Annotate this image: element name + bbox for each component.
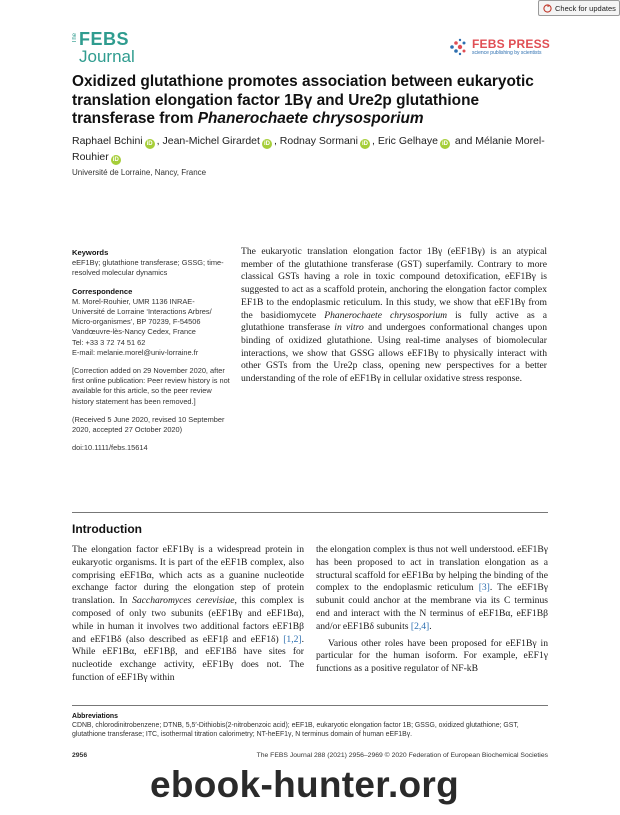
intro-text: The elongation factor eEF1Bγ is a widespread protein in eukaryotic organisms. It is part of the eEF1B complex, also comprising eEF1Bα, which acts as a guanine nucleotide exchange factor during the elongation step of protein translation. In — [72, 544, 304, 607]
intro-column-left — [72, 544, 304, 685]
intro-species: Saccharomyces cerevisiae — [132, 595, 235, 607]
intro-paragraph — [72, 544, 304, 685]
febs-journal-logo — [72, 30, 144, 66]
watermark: ebook-hunter.org — [150, 764, 460, 805]
correspondence-line: Tel: +33 3 72 74 51 62 — [72, 337, 146, 347]
abstract-text: The eukaryotic translation elongation factor 1Bγ (eEF1Bγ) is an atypical member of the glutathione transferase (GST) superfamily. Contrary to more classical GSTs having a role in toxic compound detoxification, eEF1Bγ is suggested to act as a scaffold protein, anchoring the elongation factor complex EF1B to the endoplasmic reticulum. In this study, we show that eEF1Bγ from the basidiomycete — [241, 246, 547, 321]
intro-text: . — [429, 620, 432, 632]
author-name: , Eric Gelhaye — [371, 135, 438, 147]
received-dates: (Received 5 June 2020, revised 10 September 2020, accepted 27 October 2020) — [72, 414, 225, 435]
correspondence-line: M. Morel-Rouhier, UMR 1136 INRAE- — [72, 296, 195, 306]
abbreviations-text: CDNB, chlorodinitrobenzene; DTNB, 5,5′-Dithiobis(2-nitrobenzoic acid); eEF1B, eukaryotic elongation factor 1B; GSSG, oxidized glutathione; GST, glutathione transferase; ITC, isothermal titration calorimetry; NT-heEF1γ, N terminus domain of human eEF1Bγ. — [72, 722, 519, 739]
abbreviations-divider — [72, 705, 548, 706]
doi-link[interactable]: doi:10.1111/febs.15614 — [72, 443, 148, 453]
febs-press-logo — [448, 37, 550, 57]
logo-the: The — [72, 33, 78, 44]
intro-text: , this complex is composed of only two subunits (eEF1Bγ and eEF1Bα), while in human it involves two additional factors eEF1Bβ and eEF1Bδ (also described as eEF1β and eEF1δ) — [72, 595, 304, 645]
author-list — [72, 133, 552, 165]
intro-paragraph: Various other roles have been proposed for eEF1Bγ in particular for the human isoform. For example, eEF1γ functions as a positive regulator of NF-kB — [316, 637, 548, 675]
correspondence-line: Vandœuvre-lès-Nancy Cedex, France — [72, 327, 196, 337]
intro-text: . The eEF1Bγ subunit could anchor at the membrane via its C terminus end and interact with the N terminus of eEF1Bα, eEF1Bβ and/or eEF1Bδ subunits — [316, 582, 548, 632]
keywords-heading: Keywords — [72, 248, 109, 257]
intro-paragraph — [316, 544, 548, 634]
orcid-icon[interactable]: iD — [263, 141, 270, 147]
check-for-updates-button[interactable] — [538, 0, 620, 16]
author-name: Raphael Bchini — [72, 135, 143, 147]
affiliation: Université de Lorraine, Nancy, France — [72, 168, 207, 177]
section-divider — [72, 512, 548, 513]
correspondence-heading: Correspondence — [72, 286, 133, 296]
correspondence-block — [72, 287, 232, 358]
abbreviations — [72, 712, 548, 740]
refresh-icon — [543, 4, 552, 13]
page-footer — [72, 752, 548, 759]
press-name: FEBS PRESS — [471, 37, 550, 51]
reference-link[interactable]: [3] — [478, 582, 490, 594]
keywords-block — [72, 248, 232, 279]
article-title — [72, 73, 552, 129]
page-number: 2956 — [72, 752, 88, 759]
abstract — [241, 246, 547, 386]
title-species: Phanerochaete chrysosporium — [197, 110, 424, 127]
orcid-icon[interactable]: iD — [112, 157, 119, 163]
abstract-in-vitro: in vitro — [334, 322, 364, 334]
check-for-updates-label: Check for updates — [555, 3, 616, 13]
intro-text: the elongation complex is thus not well understood. eEF1Bγ has been proposed to act in translation elongation as a structural scaffold for eEF1Bα by helping the binding of the complex to the endoplasmic reticulum — [316, 544, 548, 594]
orcid-icon[interactable]: iD — [441, 141, 448, 147]
correspondence-line: Micro-organismes’, BP 70239, F-54506 — [72, 317, 201, 327]
author-name: , Jean-Michel Girardet — [156, 135, 260, 147]
email-link[interactable]: E-mail: melanie.morel@univ-lorraine.fr — [72, 347, 199, 357]
logo-febs: FEBS — [79, 29, 130, 49]
logo-journal: Journal — [79, 47, 135, 66]
intro-text: . While eEF1Bα, eEF1Bβ, and eEF1Bδ have sites for nucleotide exchange activity, eEF1Bγ does not. The function of eEF1Bγ within — [72, 633, 304, 683]
orcid-icon[interactable]: iD — [146, 141, 153, 147]
abstract-text: is fully active as a glutathione transferase — [241, 309, 547, 334]
abstract-species: Phanerochaete chrysosporium — [324, 309, 448, 321]
author-name: and Mélanie Morel-Rouhier — [72, 135, 545, 163]
title-text: Oxidized glutathione promotes association between eukaryotic translation elongation factor 1Bγ and Ure2p glutathione transferase from — [72, 73, 534, 127]
abstract-text: and undergoes conformational changes upon binding of oxidized glutathione. Using real-time analyses of biomolecular interactions, we show that GSSG allows eEF1Bγ to physically interact with other GSTs from the Ure2p class, opening new perspectives for a better understanding of the role of eEF1Bγ in cellular oxidative stress response. — [241, 322, 548, 385]
press-tagline: science publishing by scientists — [471, 50, 542, 56]
correction-note: [Correction added on 29 November 2020, after first online publication: Peer review history is not available for this article, so the peer review history statement has been removed.] — [72, 366, 230, 406]
febs-press-dots-icon — [448, 37, 468, 57]
author-name: , Rodnay Sormani — [273, 135, 358, 147]
keywords-text: eEF1Bγ; glutathione transferase; GSSG; time-resolved molecular dynamics — [72, 258, 224, 278]
reference-link[interactable]: [2,4] — [410, 620, 430, 632]
intro-column-right — [316, 544, 548, 676]
correspondence-line: Université de Lorraine ‘Interactions Arbres/ — [72, 307, 212, 317]
article-sidebar — [72, 248, 232, 461]
orcid-icon[interactable]: iD — [361, 141, 368, 147]
introduction-heading: Introduction — [72, 522, 142, 536]
reference-link[interactable]: [1,2] — [283, 633, 302, 645]
journal-citation: The FEBS Journal 288 (2021) 2956–2969 © 2020 Federation of European Biochemical Societies — [256, 752, 548, 759]
abbreviations-heading: Abbreviations — [72, 713, 118, 720]
